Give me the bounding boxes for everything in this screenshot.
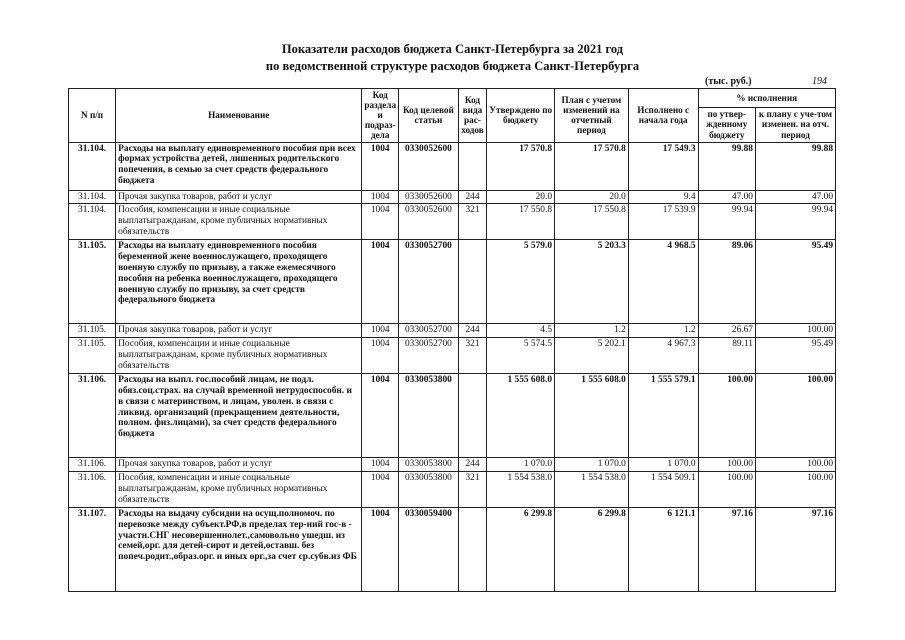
row-pct-approved: 99.94 [698,204,755,240]
row-approved: 6 299.8 [487,507,555,591]
table-row [69,142,836,190]
row-expense-type: 321 [458,338,487,374]
row-planned: 17 550.8 [555,204,629,240]
row-pct-approved: 100.00 [698,374,755,458]
row-pct-plan: 95.49 [755,240,835,324]
row-executed: 17 539.9 [628,204,698,240]
row-pct-approved: 89.11 [698,338,755,374]
row-pct-plan: 99.94 [755,204,835,240]
row-expense-type [458,374,487,458]
row-number: 31.106. [69,458,116,472]
row-target-code: 0330052700 [399,338,458,374]
row-number: 31.104. [69,204,116,240]
row-planned: 5 203.3 [555,240,629,324]
row-name: Расходы на выплату единовременного пособия беременной жене военнослужащего, проходящего военную службу по призыву, а также ежемесячного пособия на ребенка военнослужащего, проходящего военную службу по призыву, за счет средств федерального бюджета [116,240,362,324]
row-approved: 17 550.8 [487,204,555,240]
table-body [69,142,836,591]
table-row [69,338,836,374]
row-approved: 17 570.8 [487,142,555,190]
row-razdel-code: 1004 [362,190,399,204]
page-number: 194 [812,76,827,87]
row-name: Расходы на выплату единовременного пособия при всех формах устройства детей, лишенных родительского попечения, в семью за счет средств федерального бюджета [116,142,362,190]
row-planned: 1.2 [555,324,629,338]
row-name: Прочая закупка товаров, работ и услуг [116,324,362,338]
row-executed: 4 968.5 [628,240,698,324]
row-executed: 17 549.3 [628,142,698,190]
table-row [69,204,836,240]
row-expense-type: 244 [458,458,487,472]
row-pct-approved: 89.06 [698,240,755,324]
col-pct-utv-header: по утвер-жденному бюджету [698,107,755,142]
row-razdel-code: 1004 [362,338,399,374]
row-executed: 1 554 509.1 [628,471,698,507]
row-approved: 1 554 538.0 [487,471,555,507]
col-name-header: Наименование [116,89,362,143]
row-executed: 4 967.3 [628,338,698,374]
row-planned: 1 070.0 [555,458,629,472]
row-executed: 1.2 [628,324,698,338]
row-razdel-code: 1004 [362,142,399,190]
table-row [69,324,836,338]
row-approved: 5 579.0 [487,240,555,324]
col-pct-plan-header: к плану с уче-том изменен. на отч. период [755,107,835,142]
row-pct-approved: 47.00 [698,190,755,204]
row-pct-plan: 100.00 [755,374,835,458]
row-target-code: 0330052700 [399,240,458,324]
row-expense-type: 244 [458,190,487,204]
row-pct-plan: 100.00 [755,324,835,338]
row-razdel-code: 1004 [362,507,399,591]
units-label: (тыс. руб.) [705,76,752,87]
row-name: Прочая закупка товаров, работ и услуг [116,458,362,472]
row-approved: 1 555 608.0 [487,374,555,458]
row-approved: 1 070.0 [487,458,555,472]
row-target-code: 0330052700 [399,324,458,338]
row-target-code: 0330052600 [399,142,458,190]
row-razdel-code: 1004 [362,324,399,338]
row-pct-plan: 95.49 [755,338,835,374]
row-number: 31.106. [69,374,116,458]
row-name: Пособия, компенсации и иные социальные выплатыгражданам, кроме публичных нормативных обязательств [116,471,362,507]
table-row [69,471,836,507]
row-number: 31.106. [69,471,116,507]
expenditure-table [68,88,836,592]
row-name: Прочая закупка товаров, работ и услуг [116,190,362,204]
table-row [69,240,836,324]
row-planned: 5 202.1 [555,338,629,374]
row-pct-plan: 47.00 [755,190,835,204]
row-pct-approved: 100.00 [698,458,755,472]
row-expense-type: 321 [458,471,487,507]
row-number: 31.105. [69,240,116,324]
row-pct-plan: 100.00 [755,471,835,507]
row-expense-type [458,507,487,591]
row-target-code: 0330052600 [399,190,458,204]
col-utv-header: Утверждено по бюджету [487,89,555,143]
row-number: 31.104. [69,190,116,204]
col-vr-header: Код вида рас-ходов [458,89,487,143]
row-razdel-code: 1004 [362,240,399,324]
row-executed: 9.4 [628,190,698,204]
row-razdel-code: 1004 [362,471,399,507]
row-planned: 1 555 608.0 [555,374,629,458]
row-name: Пособия, компенсации и иные социальные выплатыгражданам, кроме публичных нормативных обязательств [116,204,362,240]
col-pct-header: % исполнения [698,89,835,108]
row-target-code: 0330053800 [399,458,458,472]
col-cs-header: Код целевой статьи [399,89,458,143]
row-razdel-code: 1004 [362,458,399,472]
row-pct-plan: 97.16 [755,507,835,591]
row-name: Расходы на выдачу субсидии на осущ.полномоч. по перевозке между субъект.РФ,в пределах тер-ний гос-в - участн.СНГ несовершеннолет.,самовольно ушедш. из семей,орг. для детей-сирот и детей,оставш. без попеч.родит.,образ.орг. и иных орг.,за счет ср.субв.из ФБ [116,507,362,591]
row-number: 31.104. [69,142,116,190]
row-target-code: 0330053800 [399,374,458,458]
row-planned: 1 554 538.0 [555,471,629,507]
row-executed: 6 121.1 [628,507,698,591]
row-name: Расходы на выпл. гос.пособий лицам, не подл. обяз.соц.страх. на случай временной нетрудоспособн. и в связи с материнством, и лицам, уволен. в связи с ликвид. организаций (прекращением деятельности, полном. физ.лицами), за счет средств федерального бюджета [116,374,362,458]
row-target-code: 0330053800 [399,471,458,507]
row-approved: 4.5 [487,324,555,338]
row-pct-approved: 26.67 [698,324,755,338]
table-row [69,458,836,472]
row-planned: 6 299.8 [555,507,629,591]
row-pct-approved: 100.00 [698,471,755,507]
table-row [69,190,836,204]
row-pct-approved: 97.16 [698,507,755,591]
col-plan-header: План с учетом изменений на отчетный период [555,89,629,143]
row-planned: 20.0 [555,190,629,204]
row-number: 31.105. [69,338,116,374]
row-number: 31.105. [69,324,116,338]
row-pct-plan: 100.00 [755,458,835,472]
row-number: 31.107. [69,507,116,591]
row-pct-plan: 99.88 [755,142,835,190]
row-razdel-code: 1004 [362,204,399,240]
col-razdel-header: Код раздела и подраз-дела [362,89,399,143]
row-approved: 20.0 [487,190,555,204]
row-razdel-code: 1004 [362,374,399,458]
col-num-header: N п/п [69,89,116,143]
row-expense-type [458,240,487,324]
report-title: Показатели расходов бюджета Санкт-Петербурга за 2021 год [281,42,624,56]
row-expense-type: 244 [458,324,487,338]
row-expense-type [458,142,487,190]
report-subtitle: по ведомственной структуре расходов бюджета Санкт-Петербурга [265,59,640,73]
col-isp-header: Исполнено с начала года [628,89,698,143]
table-row [69,374,836,458]
row-target-code: 0330059400 [399,507,458,591]
row-name: Пособия, компенсации и иные социальные выплатыгражданам, кроме публичных нормативных обязательств [116,338,362,374]
row-planned: 17 570.8 [555,142,629,190]
row-pct-approved: 99.88 [698,142,755,190]
row-target-code: 0330052600 [399,204,458,240]
table-row [69,507,836,591]
row-expense-type: 321 [458,204,487,240]
row-approved: 5 574.5 [487,338,555,374]
row-executed: 1 555 579.1 [628,374,698,458]
row-executed: 1 070.0 [628,458,698,472]
